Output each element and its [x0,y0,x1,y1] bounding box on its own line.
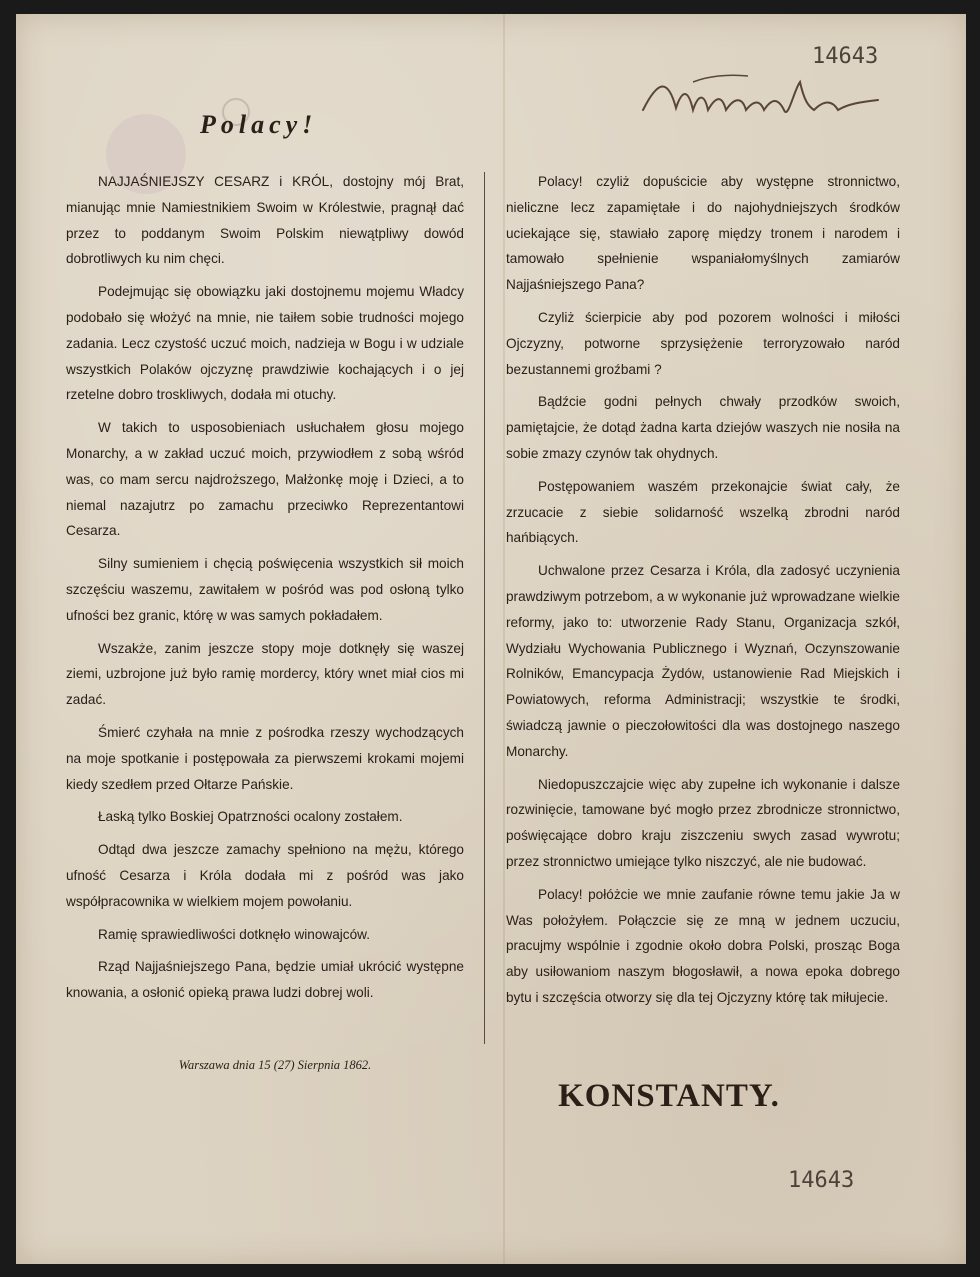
paragraph: Odtąd dwa jeszcze zamachy spełniono na mężu, którego ufność Cesarza i Króla dodała mi z pośród was jako współpracownika w wielkiem mojem powołaniu. [66,842,464,909]
paragraph: Ramię sprawiedliwości dotknęło winowajców. [98,926,370,942]
paragraph: Śmierć czyhała na mnie z pośrodka rzeszy wychodzących na moje spotkanie i postępowała za pierwszemi krokami mojemi kiedy szedłem przed Ołtarze Pańskie. [66,724,464,792]
paragraph: Niedopuszczajcie więc aby zupełne ich wykonanie i dalsze rozwinięcie, tamowane być mogło przez zbrodnicze stronnictwo, poświęcające dobro kraju ziszczeniu swych zasad wywrotu; przez stronnictwo umiejące tylko niszczyć, ale nie budować. [506,776,900,869]
archive-number-bottom: 14643 [788,1168,855,1193]
paragraph: NAJJAŚNIEJSZY CESARZ i KRÓL, dostojny mój Brat, mianując mnie Namiestnikiem Swoim w Królestwie, pragnął dać przez to poddanym Swoim Polskim niewątpliwy dowód dobrotliwych ku nim chęci. [66,174,464,267]
page-title: Polacy! [200,110,318,139]
column-divider [484,172,485,1044]
date-line: Warszawa dnia 15 (27) Sierpnia 1862. [178,1058,372,1072]
handwritten-signature [638,70,888,130]
paragraph: Postępowaniem waszém przekonajcie świat cały, że zrzucacie z siebie solidarność wszelką zbrodni naród hańbiących. [506,478,900,546]
paragraph: Czyliż ścierpicie aby pod pozorem wolności i miłości Ojczyzny, potworne sprzysiężenie terroryzowało naród bezustannemi groźbami ? [506,309,900,377]
paragraph: Polacy! połóżcie we mnie zaufanie równe temu jakie Ja w Was położyłem. Połączcie się ze mną w jednem uczuciu, pracujmy wspólnie i zgodnie około dobra Polski, prosząc Boga aby usiłowaniom naszym błogosławił, a nowa epoka dobrego bytu i szczęścia otworzy się dla tej Ojczyzny którę tak miłujecie. [506,886,900,1005]
paragraph: Rząd Najjaśniejszego Pana, będzie umiał ukrócić występne knowania, a osłonić opieką prawa ludzi dobrej woli. [66,959,464,1001]
paragraph: Łaską tylko Boskiej Opatrzności ocalony zostałem. [98,809,403,825]
paragraph: W takich to usposobieniach usłuchałem głosu mojego Monarchy, a w zakład uczuć moich, przywiodłem z sobą wśród was, co mam sercu najdroższego, Małżonkę moję i Dzieci, a to niemal nazajutrz po zamachu przeciwko Reprezentantowi Cesarza. [66,420,464,539]
paper-fold [503,14,505,1264]
paragraph: Wszakże, zanim jeszcze stopy moje dotknęły się waszej ziemi, uzbrojone już było ramię mordercy, który wnet miał cios mi zadać. [66,640,464,708]
left-column [66,169,464,1013]
paragraph: Silny sumieniem i chęcią poświęcenia wszystkich sił moich szczęściu waszemu, zawitałem w pośród was pod osłoną tylko ufności bez granic, którę w was samych pokładałem. [66,556,464,623]
paragraph: Podejmując się obowiązku jaki dostojnemu mojemu Władcy podobało się włożyć na mnie, nie taiłem sobie trudności mojego zadania. Lecz czystość uczuć moich, nadzieja w Bogu i w udziale wszystkich Polaków ojczyznę prawdziwie kochających i o jej rzetelne dobro troskliwych, dodała mi otuchy. [66,284,464,403]
paragraph: Bądźcie godni pełnych chwały przodków swoich, pamiętajcie, że dotąd żadna karta dziejów waszych nie nosiła na sobie zmazy czynów tak ohydnych. [506,394,900,461]
paragraph: Uchwalone przez Cesarza i Króla, dla zadosyć uczynienia prawdziwym potrzebom, a w wykonanie już wprowadzane wielkie reformy, jako to: utworzenie Rady Stanu, Organizacja szkół, Wydziału Wychowania Publicznego i Wyznań, Oczynszowanie Rolników, Emancypacja Żydów, ustanowienie Rad Miejskich i Powiatowych, reforma Administracji; wszystkie te środki, świadczą jawnie o pieczołowitości dla was dostojnego naszego Monarchy. [506,563,900,759]
paragraph: Polacy! czyliż dopuścicie aby występne stronnictwo, nieliczne lecz zapamiętałe i do najohydniejszych środków uciekające się, stawiało zaporę między tronem i narodem i tamowało spełnienie wspaniałomyślnych zamiarów Najjaśniejszego Pana? [506,174,900,293]
signature-name: KONSTANTY. [558,1078,780,1114]
archive-number-top: 14643 [812,44,879,69]
right-column [506,169,900,1018]
